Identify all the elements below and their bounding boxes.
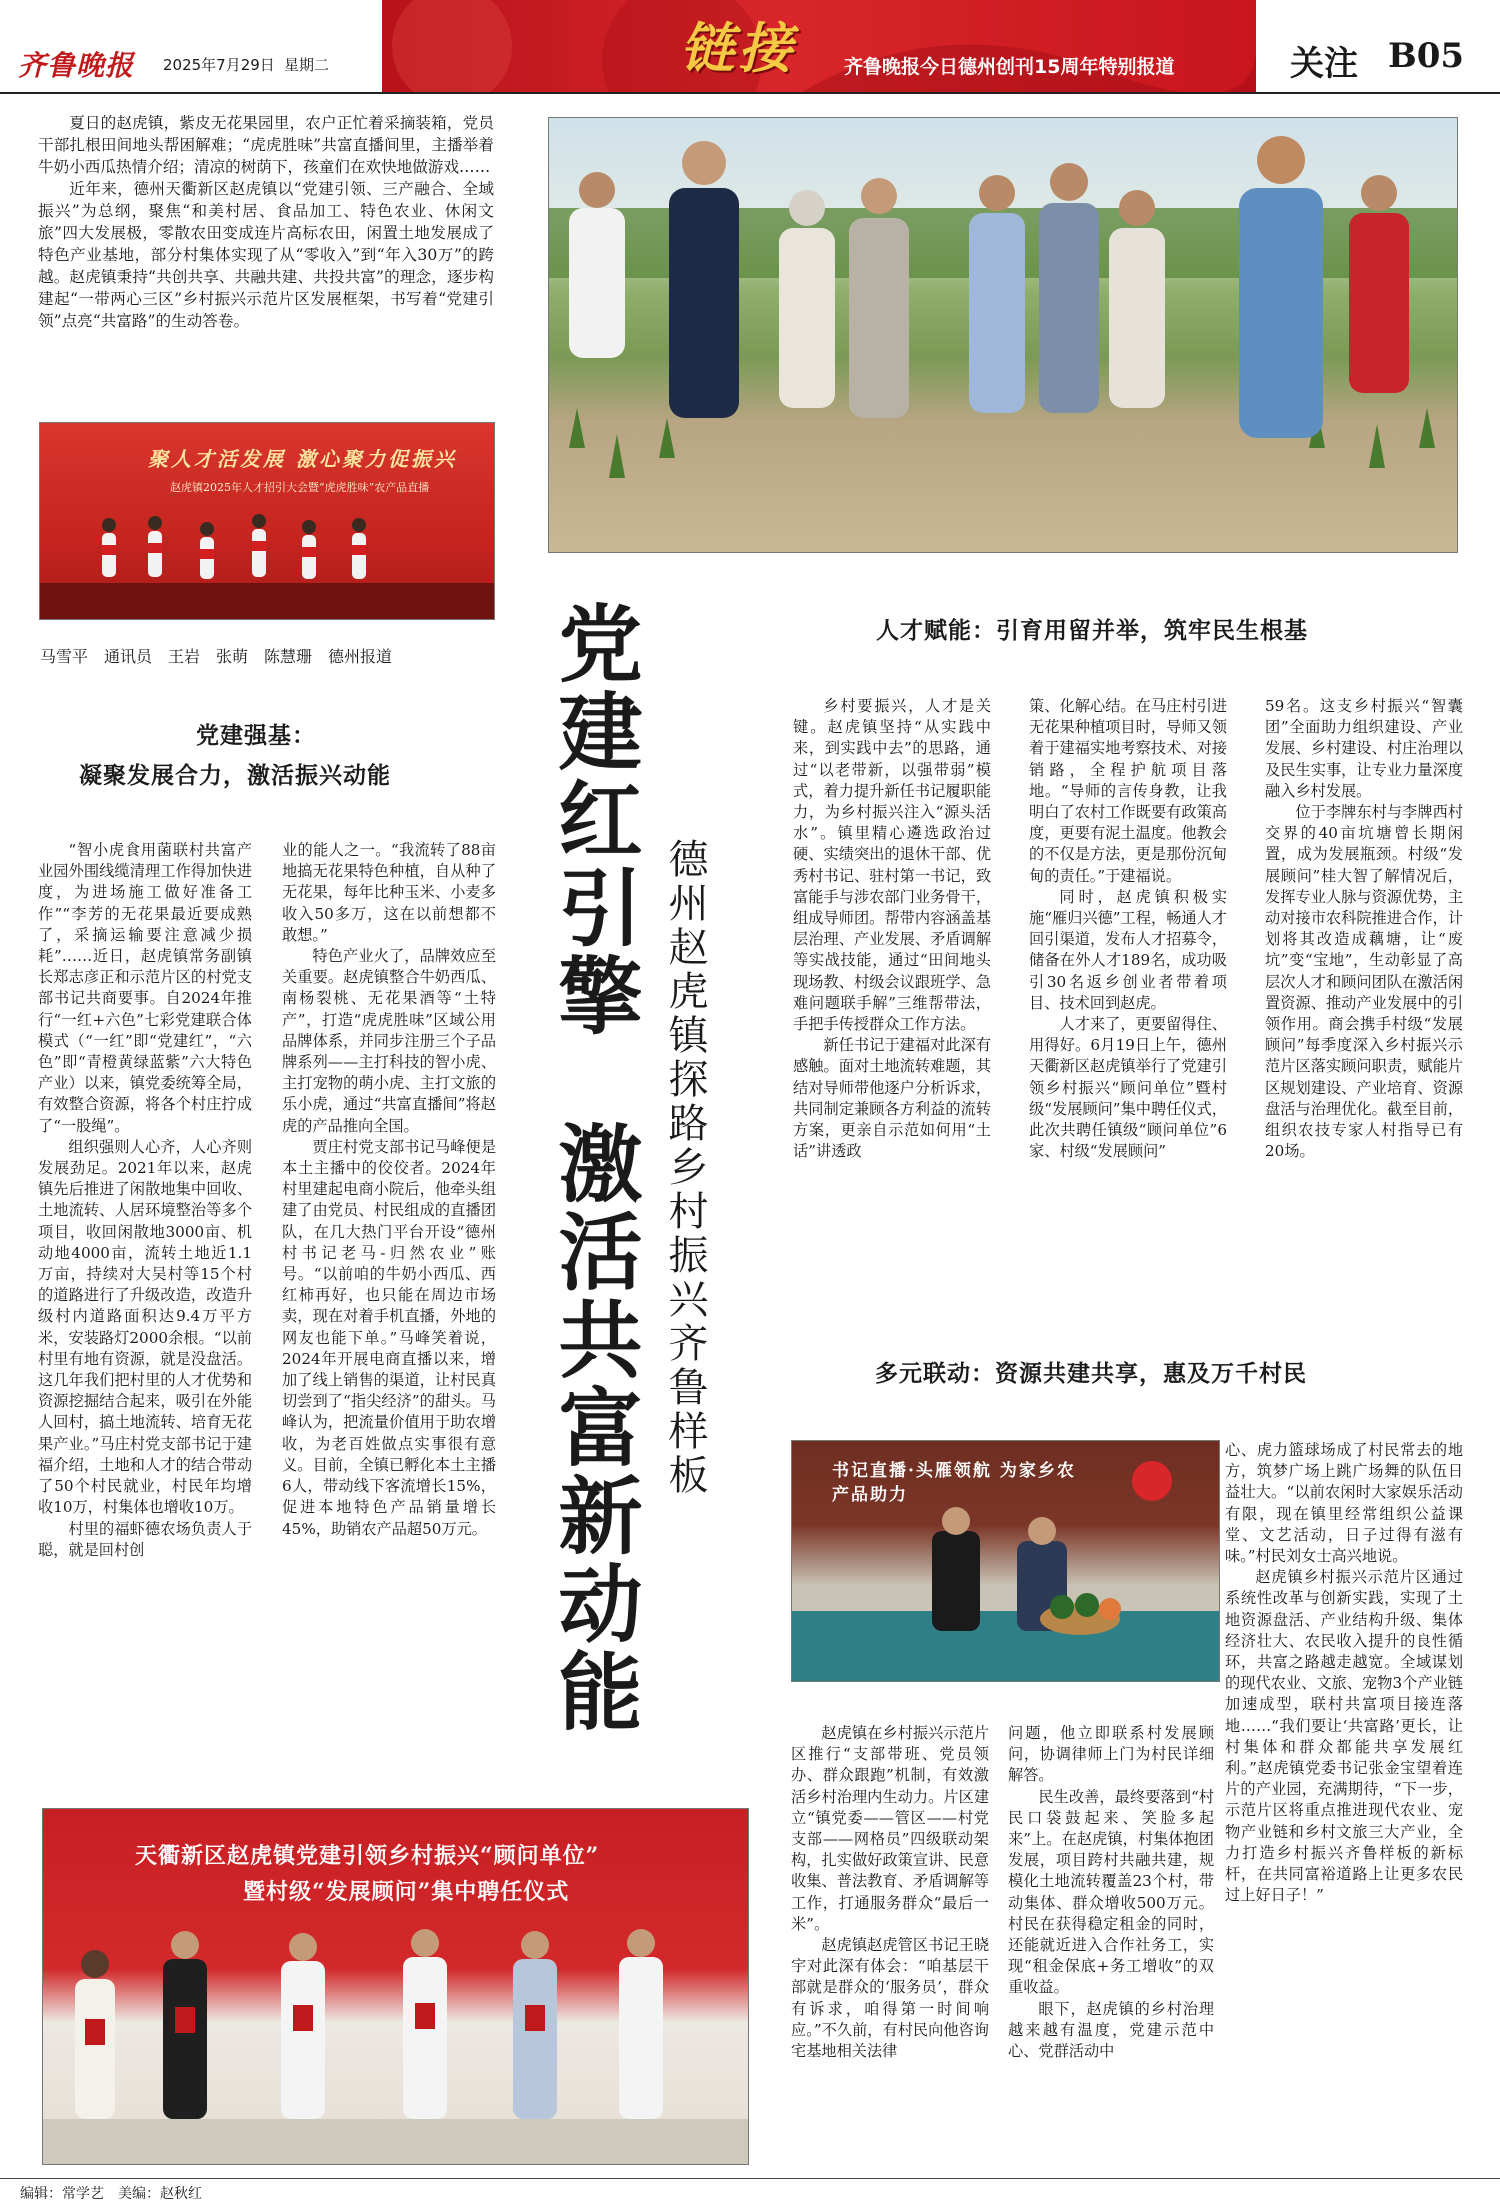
livestream-banner-text: 书记直播·头雁领航 为家乡农产品助力 [832,1461,1076,1505]
paragraph: 乡村要振兴，人才是关键。赵虎镇坚持“从实践中来，到实践中去”的思路，通过“以老带新，以强带弱”模式，着力提升新任书记履职能力，为乡村振兴注入“源头活水”。镇里精心遴选政治过硬、实绩突出的退休干部、优秀村书记、驻村第一书记，致富能手与涉农部门业务骨干，组成导师团。帮带内容涵盖基层治理、产业发展、矛盾调解等实战技能，通过“田间地头现场教、村级会议跟班学、急难问题联手解”三维帮带法，手把手传授群众工作方法。 [793,697,991,1034]
paragraph: 贾庄村党支部书记马峰便是本土主播中的佼佼者。2024年村里建起电商小院后，他牵头组建了由党员、村民组成的直播团队，在几大热门平台开设“德州村书记老马-归然农业”账号。“以前咱的牛奶小西瓜、西红柿再好，也只能在周边市场卖，现在对着手机直播，外地的网友也能下单。”马峰笑着说，2024年开展电商直播以来，增加了线上销售的渠道，让村民真切尝到了“指尖经济”的甜头。马峰认为，把流量价值用于助农增收，为老百姓做点实事很有意义。目前，全镇已孵化本土主播6人，带动线下客流增长15%，促进本地特色产品销量增长45%，助销农产品超50万元。 [282,1137,496,1538]
ceremony-banner-line-1: 天衢新区赵虎镇党建引领乡村振兴“顾问单位” [135,1843,600,1869]
section2-column-3 [1265,696,1463,1308]
paragraph: 位于李牌东村与李牌西村交界的40亩坑塘曾长期闲置，成为发展瓶颈。村级“发展顾问”桂大智了解情况后，发挥专业人脉与资源优势，主动对接市农科院推进合作，计划将其改造成藕塘，让“废坑”变“宝地”，生动彰显了高层次人才和顾问团队在激活闲置资源、推动产业发展中的引领作用。商会携手村级“发展顾问”每季度深入乡村振兴示范片区落实顾问职责，赋能片区规划建设、产业培育、资源盘活与治理优化。截至目前，组织农技专家人村指导已有20场。 [1265,803,1463,1161]
paragraph: 赵虎镇乡村振兴示范片区通过系统性改革与创新实践，实现了土地资源盘活、产业结构升级、集体经济壮大、农民收入提升的良性循环，共富之路越走越宽。全域谋划的现代农业、文旅、宠物3个产业链加速成型，联村共富项目接连落地……“我们要让‘共富路’更长，让村集体和群众都能共享发展红利。”赵虎镇党委书记张金宝望着连片的产业园，充满期待，“下一步，示范片区将重点推进现代农业、宠物产业链和乡村文旅三大产业，全力打造乡村振兴齐鲁样板的新标杆，在共同富裕道路上让更多农民过上好日子！” [1225,1568,1463,1905]
section-label: 关注 [1290,44,1358,84]
section2-column-1 [793,696,991,1308]
lead-text [38,112,494,412]
lead-paragraph: 夏日的赵虎镇，紫皮无花果园里，农户正忙着采摘装箱，党员干部扎根田间地头帮困解难；“虎虎胜味”共富直播间里，主播举着牛奶小西瓜热情介绍；清凉的树荫下，孩童们在欢快地做游戏…… [38,114,494,176]
main-title [545,600,643,1760]
paragraph: 特色产业火了，品牌效应至关重要。赵虎镇整合牛奶西瓜、南杨裂桃、无花果酒等“土特产”，打造“虎虎胜味”区域公用品牌体系，并同步注册三个子品牌系列——主打科技的智小虎、主打宠物的萌小虎、主打文旅的乐小虎，通过“共富直播间”将赵虎的产品推向全国。 [282,947,496,1135]
main-title-line-2: 激活共富新动能 [545,1120,644,1736]
header-banner [382,0,1256,92]
paragraph: 问题，他立即联系村发展顾问，协调律师上门为村民详细解答。 [1008,1724,1214,1785]
photo-livestream-booth [791,1440,1220,1682]
paragraph: 新任书记于建福对此深有感触。面对土地流转难题，其结对导师带他逐户分析诉求，共同制定兼顾各方利益的流转方案，更亲自示范如何用“土话”讲透政 [793,1036,991,1161]
paragraph: 59名。这支乡村振兴“智囊团”全面助力组织建设、产业发展、乡村建设、村庄治理以及民生实事，让专业力量深度融入乡村发展。 [1265,697,1463,800]
stage-banner-text: 聚人才活发展 激心聚力促振兴 [148,447,457,471]
section1-column-2 [282,840,496,1776]
section3-column-2 [1008,1723,1214,2181]
field-visit-illustration [549,118,1457,552]
byline: 马雪平 通讯员 王岩 张萌 陈慧珊 德州报道 [40,647,393,666]
ceremony-banner-line-2: 暨村级“发展顾问”集中聘任仪式 [243,1879,570,1905]
paragraph: 策、化解心结。在马庄村引进无花果种植项目时，导师又领着于建福实地考察技术、对接销路，全程护航项目落地。“导师的言传身教，让我明白了农村工作既要有政策高度，更要有泥土温度。他教会的不仅是方法，更是那份沉甸甸的责任。”于建福说。 [1029,697,1227,885]
paragraph: 组织强则人心齐，人心齐则发展劲足。2021年以来，赵虎镇先后推进了闲散地集中回收、土地流转、人居环境整治等多个项目，收回闲散地3000亩、机动地4000亩，流转土地近1.1万亩，持续对大吴村等15个村的道路进行了升级改造，改造升级村内道路面积达9.4万平方米，安装路灯2000余根。“以前村里有地有资源，就是没盘活。这几年我们把村里的人才优势和资源挖掘结合起来，吸引在外能人回村，搞土地流转、培育无花果产业。”马庄村党支部书记于建福介绍，土地和人才的结合带动了50个村民就业，村民年均增收10万，村集体也增收10万。 [38,1137,252,1517]
paper-logo: 齐鲁晚报 [18,49,135,82]
header-rule [0,92,1500,94]
issue-date: 2025年7月29日 [163,56,275,74]
sub-title: 德州赵虎镇探路乡村振兴齐鲁样板 [662,838,708,1498]
issue-weekday: 星期二 [284,56,330,74]
paragraph: 眼下，赵虎镇的乡村治理越来越有温度，党建示范中心、党群活动中 [1008,1999,1214,2061]
photo-ceremony [42,1808,749,2165]
paragraph: 业的能人之一。“我流转了88亩地搞无花果特色种植，自从种了无花果，每年比种玉米、小麦多收入50多万，这在以前想都不敢想。” [282,841,496,944]
dancers-illustration [40,503,494,619]
banner-subtitle: 齐鲁晚报今日德州创刊15周年特别报道 [844,56,1175,78]
stage-banner-subtext: 赵虎镇2025年人才招引大会暨“虎虎胜味”农产品直播 [170,481,430,494]
section1-heading-1: 党建强基： [196,722,316,749]
masthead [0,0,1500,92]
section1-column-1 [38,840,252,1776]
footer-credits: 编辑：常学艺 美编：赵秋红 [20,2186,202,2202]
photo-stage-performance [39,422,495,620]
footer-rule [0,2178,1500,2179]
page-number: B05 [1388,36,1465,76]
banner-title: 链接 [680,16,796,80]
paragraph: 心、虎力篮球场成了村民常去的地方，筑梦广场上跳广场舞的队伍日益壮大。“以前农闲时大家娱乐活动有限，现在镇里经常组织公益课堂、文艺活动，日子过得有滋有味。”村民刘女士高兴地说。 [1225,1441,1463,1566]
section1-heading-2: 凝聚发展合力，激活振兴动能 [79,762,391,789]
section2-heading: 人才赋能：引育用留并举，筑牢民生根基 [876,617,1308,644]
paragraph: 赵虎镇在乡村振兴示范片区推行“支部带班、党员领办、群众跟跑”机制，有效激活乡村治理内生动力。片区建立“镇党委——管区——村党支部——网格员”四级联动架构，扎实做好政策宣讲、民意收集、普法教育、矛盾调解等工作，打通服务群众“最后一米”。 [791,1724,989,1933]
section2-column-2 [1029,696,1227,1308]
section3-column-1 [791,1723,989,2181]
section3-right-column [1225,1440,1463,2180]
ceremony-illustration [43,1809,748,2164]
paragraph: 民生改善，最终要落到“村民口袋鼓起来、笑脸多起来”上。在赵虎镇，村集体抱团发展，项目跨村共融共建，规模化土地流转覆盖23个村，带动集体、群众增收500万元。村民在获得稳定租金的同时，还能就近进入合作社务工，实现“租金保底+务工增收”的双重收益。 [1008,1787,1214,1997]
paragraph: 同时，赵虎镇积极实施“雁归兴德”工程，畅通人才回引渠道，发布人才招募令，储备在外人才189名，成功吸引30名返乡创业者带着项目、技术回到赵虎。 [1029,887,1227,1012]
main-title-line-1: 党建红引擎 [545,600,644,1040]
paragraph: 人才来了，更要留得住、用得好。6月19日上午，德州天衢新区赵虎镇举行了党建引领乡村振兴“顾问单位”暨村级“发展顾问”集中聘任仪式，此次共聘任镇级“顾问单位”6家、村级“发展顾问” [1029,1015,1227,1161]
section3-heading: 多元联动：资源共建共享，惠及万千村民 [875,1360,1307,1387]
livestream-illustration [792,1441,1219,1681]
photo-field-visit [548,117,1458,553]
lead-paragraph: 近年来，德州天衢新区赵虎镇以“党建引领、三产融合、全域振兴”为总纲，聚焦“和美村居、食品加工、特色农业、休闲文旅”四大发展极，零散农田变成连片高标农田，闲置土地发展成了特色产业基地，部分村集体实现了从“零收入”到“年入30万”的跨越。赵虎镇秉持“共创共享、共融共建、共投共富”的理念，逐步构建起“一带两心三区”乡村振兴示范片区发展框架，书写着“党建引领”点亮“共富路”的生动答卷。 [38,180,494,330]
paragraph: “智小虎食用菌联村共富产业园外围线缆清理工作得加快进度，为进场施工做好准备工作”“李芳的无花果最近要成熟了，采摘运输要注意减少损耗”……近日，赵虎镇常务副镇长郑志彦正和示范片区的村党支部书记共商要事。自2024年推行“一红+六色”七彩党建联合体模式（“一红”即“党建红”，“六色”即“青橙黄绿蓝紫”六大特色产业）以来，镇党委统筹全局，有效整合资源，将各个村庄拧成了“一股绳”。 [38,841,252,1135]
paragraph: 村里的福虾德农场负责人于聪，就是回村创 [38,1519,252,1559]
paragraph: 赵虎镇赵虎管区书记王晓宇对此深有体会：“咱基层干部就是群众的‘服务员’，群众有诉求，咱得第一时间响应。”不久前，有村民向他咨询宅基地相关法律 [791,1936,989,2061]
